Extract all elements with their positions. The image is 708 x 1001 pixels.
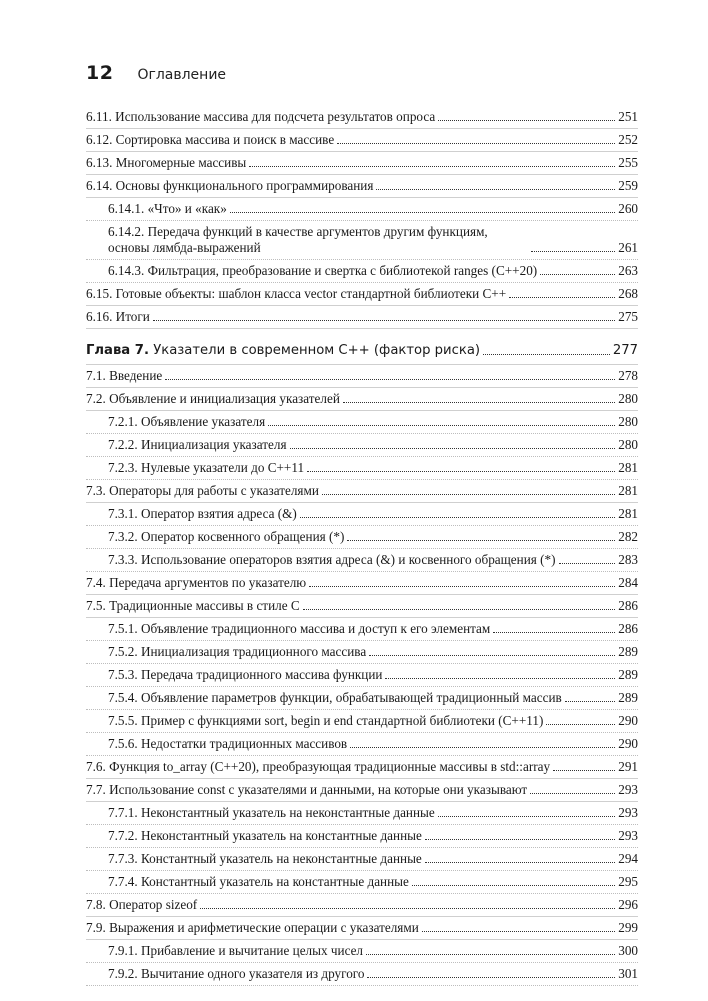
toc-entry-title [86,343,480,359]
toc-entry-title: 7.3.3. Использование операторов взятия адреса (&) и косвенного обращения (*) [108,552,556,567]
toc-section-entry [86,368,638,388]
toc-entry-title: 7.7.1. Неконстантный указатель на неконстантные данные [108,805,435,820]
dot-leader [438,119,615,121]
toc-page-number: 280 [618,391,638,406]
toc-entry-title: 7.5.3. Передача традиционного массива функции [108,667,383,682]
toc-entry-title: 7.7.3. Константный указатель на неконстантные данные [108,851,422,866]
dot-leader [422,930,615,932]
toc-entry-title: 7.4. Передача аргументов по указателю [86,575,307,590]
toc-page-number: 293 [618,828,638,843]
toc-subsection-entry [86,621,638,641]
toc-subsection-entry [86,460,638,480]
dot-leader [366,953,615,955]
toc-entry-title: 7.3.1. Оператор взятия адреса (&) [108,506,297,521]
toc-page-number: 286 [618,621,638,636]
dot-leader [268,424,615,426]
toc-section-entry [86,920,638,940]
toc-entry-title: 6.16. Итоги [86,309,150,324]
dot-leader [307,470,615,472]
toc-page-number: 290 [618,736,638,751]
toc-section-entry [86,309,638,329]
dot-leader [412,884,615,886]
toc-section-entry [86,759,638,779]
toc-entry-title: 6.14.2. Передача функций в качестве аргументов другим функциям, основы лямбда-выражений [108,224,488,255]
toc-page-number: 291 [618,759,638,774]
toc-subsection-entry [86,851,638,871]
page-header [86,62,622,86]
toc-subsection-entry [86,828,638,848]
toc-section-entry [86,483,638,503]
toc-page-number: 281 [618,506,638,521]
toc-page-number: 263 [618,263,638,278]
toc-subsection-entry [86,644,638,664]
toc-entry-title: 7.2.3. Нулевые указатели до C++11 [108,460,305,475]
toc-entry-title: 6.14.3. Фильтрация, преобразование и свертка с библиотекой ranges (C++20) [108,263,538,278]
toc-entry-title: 7.3. Операторы для работы с указателями [86,483,319,498]
toc-entry-title: 7.7.2. Неконстантный указатель на константные данные [108,828,422,843]
toc-entry-title: 6.15. Готовые объекты: шаблон класса vector стандартной библиотеки C++ [86,286,507,301]
dot-leader [553,769,615,771]
toc-page-number: 300 [618,943,638,958]
dot-leader [540,273,615,275]
chapter-title: Указатели в современном C++ (фактор риска) [153,343,481,358]
toc-entry-title: 7.5.4. Объявление параметров функции, обрабатывающей традиционный массив [108,690,562,705]
toc-subsection-entry [86,437,638,457]
toc-page-number: 289 [618,667,638,682]
toc-subsection-entry [86,263,638,283]
dot-leader [385,677,615,679]
toc-section-entry [86,782,638,802]
dot-leader [200,907,615,909]
toc-subsection-entry [86,506,638,526]
toc-entry-title: 7.5.5. Пример с функциями sort, begin и end стандартной библиотеки (C++11) [108,713,544,728]
toc-page-number: 301 [618,966,638,981]
toc-page-number: 290 [618,713,638,728]
toc-subsection-entry [86,805,638,825]
dot-leader [230,211,615,213]
toc-section-entry [86,286,638,306]
toc-section-entry [86,575,638,595]
dot-leader [425,838,615,840]
toc-subsection-entry [86,667,638,687]
toc-entry-title: 7.5.6. Недостатки традиционных массивов [108,736,348,751]
toc-section-entry [86,391,638,411]
dot-leader [322,493,615,495]
toc-page-number: 251 [618,109,638,124]
toc-entry-title: 7.8. Оператор sizeof [86,897,198,912]
toc-page-number: 275 [618,309,638,324]
toc-page-number: 294 [618,851,638,866]
toc-entry-title: 7.7. Использование const с указателями и данными, на которые они указывают [86,782,528,797]
toc-page-number: 293 [618,805,638,820]
toc-page-number: 299 [618,920,638,935]
toc-subsection-entry [86,529,638,549]
toc-subsection-entry [86,224,638,260]
dot-leader [376,188,615,190]
toc-entry-title: 7.6. Функция to_array (C++20), преобразующая традиционные массивы в std::array [86,759,551,774]
toc-page-number: 295 [618,874,638,889]
toc-page-number: 261 [618,240,638,255]
running-title: Оглавление [137,67,227,83]
table-of-contents [86,106,638,986]
dot-leader [483,353,610,355]
toc-entry-title: 7.7.4. Константный указатель на константные данные [108,874,409,889]
dot-leader [153,319,615,321]
dot-leader [493,631,615,633]
toc-section-entry [86,155,638,175]
toc-entry-title: 7.2. Объявление и инициализация указателей [86,391,340,406]
toc-page-number: 268 [618,286,638,301]
toc-entry-title: 7.3.2. Оператор косвенного обращения (*) [108,529,345,544]
dot-leader [290,447,616,449]
toc-section-entry [86,897,638,917]
toc-page-number: 255 [618,155,638,170]
toc-entry-title: 7.5.1. Объявление традиционного массива и доступ к его элементам [108,621,491,636]
toc-page-number: 293 [618,782,638,797]
toc-entry-title: 7.9.2. Вычитание одного указателя из другого [108,966,365,981]
dot-leader [509,296,615,298]
toc-page-number: 281 [618,460,638,475]
dot-leader [309,585,615,587]
toc-page-number: 259 [618,178,638,193]
toc-page-number: 282 [618,529,638,544]
toc-entry-title: 6.12. Сортировка массива и поиск в массиве [86,132,335,147]
dot-leader [165,378,615,380]
toc-subsection-entry [86,414,638,434]
dot-leader [425,861,615,863]
toc-subsection-entry [86,966,638,986]
toc-subsection-entry [86,201,638,221]
toc-page-number: 286 [618,598,638,613]
dot-leader [347,539,615,541]
toc-entry-title: 7.9. Выражения и арифметические операции с указателями [86,920,419,935]
toc-page-number: 278 [618,368,638,383]
dot-leader [350,746,615,748]
toc-subsection-entry [86,690,638,710]
toc-entry-title: 7.2.2. Инициализация указателя [108,437,287,452]
toc-chapter-entry [86,343,638,365]
dot-leader [565,700,615,702]
dot-leader [300,516,615,518]
toc-entry-title: 7.9.1. Прибавление и вычитание целых чисел [108,943,364,958]
toc-page-number: 281 [618,483,638,498]
toc-section-entry [86,178,638,198]
toc-section-entry [86,132,638,152]
dot-leader [249,165,615,167]
dot-leader [530,792,615,794]
toc-page-number: 280 [618,437,638,452]
toc-page-number: 289 [618,644,638,659]
dot-leader [343,401,615,403]
toc-entry-title: 7.5. Традиционные массивы в стиле C [86,598,300,613]
page-number: 12 [86,62,114,84]
dot-leader [546,723,615,725]
dot-leader [531,250,615,252]
toc-page-number: 296 [618,897,638,912]
toc-entry-title: 7.5.2. Инициализация традиционного массива [108,644,367,659]
toc-page-number: 260 [618,201,638,216]
toc-subsection-entry [86,736,638,756]
dot-leader [369,654,615,656]
toc-entry-title: 6.14.1. «Что» и «как» [108,201,227,216]
toc-section-entry [86,109,638,129]
dot-leader [559,562,616,564]
toc-page-number: 280 [618,414,638,429]
toc-entry-title: 7.2.1. Объявление указателя [108,414,266,429]
dot-leader [303,608,616,610]
chapter-number: Глава 7. [86,343,149,358]
toc-page-number: 284 [618,575,638,590]
toc-entry-title: 7.1. Введение [86,368,163,383]
toc-subsection-entry [86,874,638,894]
toc-subsection-entry [86,943,638,963]
toc-subsection-entry [86,713,638,733]
toc-page-number: 283 [618,552,638,567]
dot-leader [367,976,615,978]
toc-entry-title: 6.13. Многомерные массивы [86,155,247,170]
toc-subsection-entry [86,552,638,572]
toc-section-entry [86,598,638,618]
toc-entry-title: 6.14. Основы функционального программирования [86,178,374,193]
dot-leader [438,815,615,817]
dot-leader [337,142,615,144]
toc-page-number: 289 [618,690,638,705]
toc-entry-title: 6.11. Использование массива для подсчета результатов опроса [86,109,436,124]
toc-page-number: 252 [618,132,638,147]
toc-page-number: 277 [612,343,638,358]
